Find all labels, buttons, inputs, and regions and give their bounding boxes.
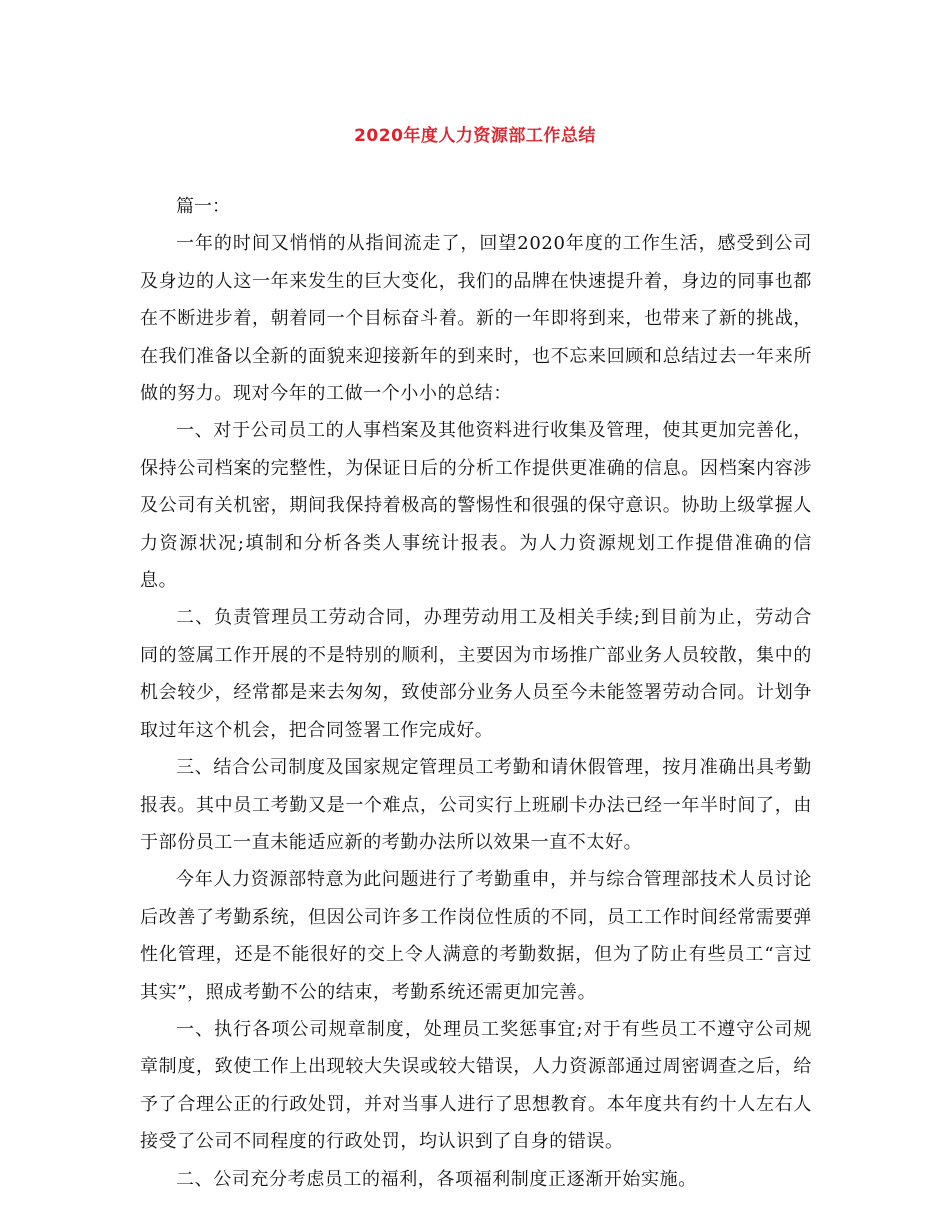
paragraph-item-1: 一、对于公司员工的人事档案及其他资料进行收集及管理，使其更加完善化，保持公司档案的完整性，为保证日后的分析工作提供更准确的信息。因档案内容涉及公司有关机密，期间我保持着极高的警惕性和很强的保守意识。协助上级掌握人力资源状况;填制和分析各类人事统计报表。为人力资源规划工作提借准确的信息。 bbox=[140, 420, 812, 592]
paragraph-intro: 一年的时间又悄悄的从指间流走了，回望2020年度的工作生活，感受到公司及身边的人这一年来发生的巨大变化，我们的品牌在快速提升着，身边的同事也都在不断进步着，朝着同一个目标奋斗着。新的一年即将到来，也带来了新的挑战，在我们准备以全新的面貌来迎接新年的到来时，也不忘来回顾和总结过去一年来所做的努力。现对今年的工做一个小小的总结： bbox=[140, 233, 812, 405]
paragraph-item-5: 二、公司充分考虑员工的福利，各项福利制度正逐渐开始实施。 bbox=[176, 1168, 697, 1190]
document-title: 2020年度人力资源部工作总结 bbox=[354, 126, 596, 146]
section-label: 篇一： bbox=[176, 196, 230, 217]
paragraph-item-3: 三、结合公司制度及国家规定管理员工考勤和请休假管理，按月准确出具考勤报表。其中员工考勤又是一个难点，公司实行上班刷卡办法已经一年半时间了，由于部份员工一直未能适应新的考勤办法所以效果一直不太好。 bbox=[140, 757, 812, 853]
document-body bbox=[140, 188, 812, 1198]
paragraph-item-4: 一、执行各项公司规章制度，处理员工奖惩事宜;对于有些员工不遵守公司规章制度，致使工作上出现较大失误或较大错误，人力资源部通过周密调查之后，给予了合理公正的行政处罚，并对当事人进行了思想教育。本年度共有约十人左右人接受了公司不同程度的行政处罚，均认识到了自身的错误。 bbox=[140, 1018, 812, 1153]
paragraph-item-2: 二、负责管理员工劳动合同，办理劳动用工及相关手续;到目前为止，劳动合同的签属工作开展的不是特别的顺利，主要因为市场推广部业务人员较散，集中的机会较少，经常都是来去匆匆，致使部分业务人员至今未能签署劳动合同。计划争取过年这个机会，把合同签署工作完成好。 bbox=[140, 607, 812, 741]
paragraph-attendance: 今年人力资源部特意为此问题进行了考勤重申，并与综合管理部技术人员讨论后改善了考勤系统，但因公司许多工作岗位性质的不同，员工工作时间经常需要弹性化管理，还是不能很好的交上令人满意的考勤数据，但为了防止有些员工“言过其实”，照成考勤不公的结束，考勤系统还需更加完善。 bbox=[140, 869, 812, 1003]
